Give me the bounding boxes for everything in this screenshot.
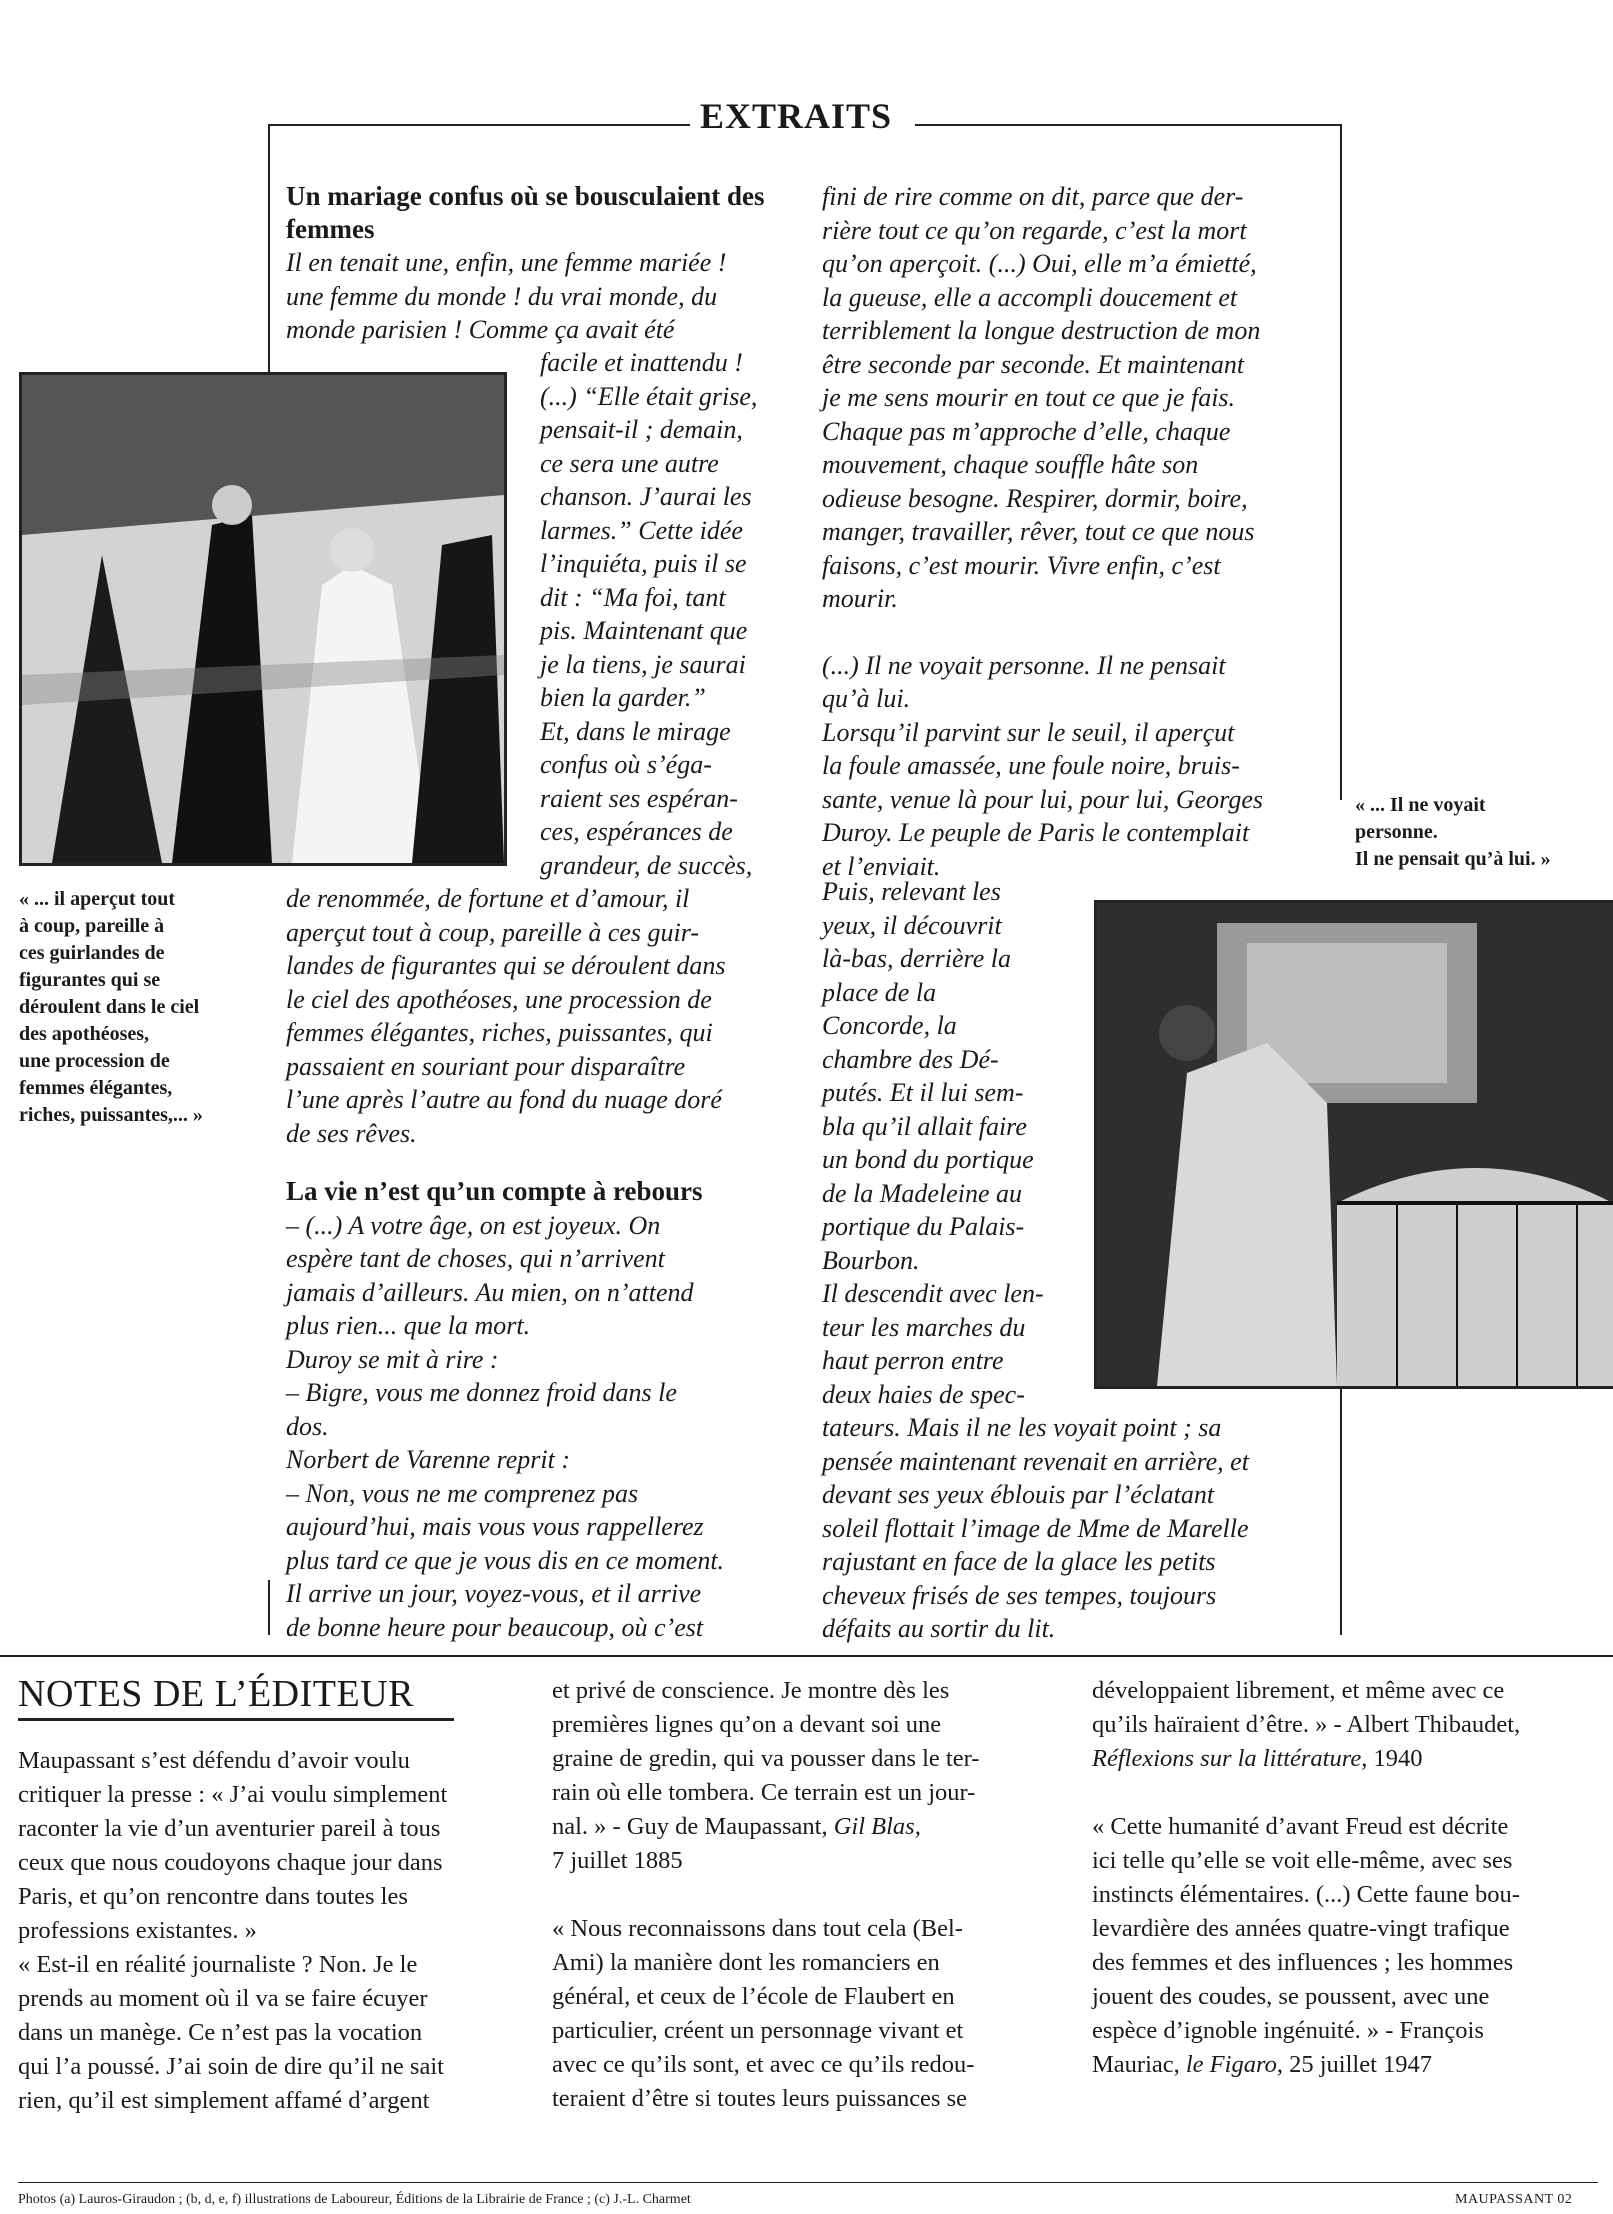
photo-credits: Photos (a) Lauros-Giraudon ; (b, d, e, f) illustrations de Laboureur, Éditions de la Librairie de France ; (c) J.-L. Charmet xyxy=(18,2192,691,2207)
text-line: je me sens mourir en tout ce que je fais. xyxy=(822,383,1236,412)
text-line: Il descendit avec len- xyxy=(822,1279,1044,1308)
notes-title-underline xyxy=(18,1718,454,1721)
caption-line: « ... Il ne voyait xyxy=(1355,794,1486,816)
text-line: ceux que nous coudoyons chaque jour dans xyxy=(18,1849,443,1876)
extract2-heading: La vie n’est qu’un compte à rebours xyxy=(286,1176,703,1206)
text-line: « Est-il en réalité journaliste ? Non. Je le xyxy=(18,1951,418,1978)
caption-line: à coup, pareille à xyxy=(19,915,165,937)
caption-left xyxy=(19,886,259,1129)
man-at-window-illustration-icon xyxy=(1097,903,1613,1386)
text-line: de bonne heure pour beaucoup, où c’est xyxy=(286,1612,704,1642)
notes-col-2 xyxy=(552,1674,1072,2116)
text-line: rajustant en face de la glace les petits xyxy=(822,1547,1216,1576)
text-line: mouvement, chaque souffle hâte son xyxy=(822,450,1199,479)
text-line: aperçut tout à coup, pareille à ces guir- xyxy=(286,917,699,947)
text-line: et privé de conscience. Je montre dès les xyxy=(552,1677,950,1704)
text-line: – Bigre, vous me donnez froid dans le xyxy=(286,1378,677,1407)
text-line: la gueuse, elle a accompli doucement et xyxy=(822,282,1238,312)
text-line: « Cette humanité d’avant Freud est décrite xyxy=(1092,1813,1509,1840)
text-line: aujourd’hui, mais vous vous rappellerez xyxy=(286,1512,704,1541)
notes-title: NOTES DE L’ÉDITEUR xyxy=(18,1673,414,1715)
text-line: dos. xyxy=(286,1411,329,1441)
text-line: pensait-il ; demain, xyxy=(540,415,743,444)
text-line: sante, venue là pour lui, pour lui, Georges xyxy=(822,784,1263,814)
text-line: Ami) la manière dont les romanciers en xyxy=(552,1949,940,1976)
text-line: une femme du monde ! du vrai monde, du xyxy=(286,281,718,311)
text-line: chanson. J’aurai les xyxy=(540,482,752,511)
text-line: l’inquiéta, puis il se xyxy=(540,549,747,578)
footer-rule xyxy=(18,2182,1598,2183)
source-work: le Figaro xyxy=(1185,2051,1277,2078)
text-line: avec ce qu’ils sont, et avec ce qu’ils redou- xyxy=(552,2051,975,2078)
text-line: espère tant de choses, qui n’arrivent xyxy=(286,1244,665,1273)
text-line: des femmes et des influences ; les hommes xyxy=(1092,1949,1514,1976)
text-line: Et, dans le mirage xyxy=(540,716,731,746)
illustration-left xyxy=(19,372,507,866)
extract1-after xyxy=(286,882,806,1150)
text-line: manger, travailler, rêver, tout ce que nous xyxy=(822,517,1255,546)
source-prefix: nal. » - Guy de Maupassant, xyxy=(552,1813,834,1840)
extract2 xyxy=(286,1175,806,1644)
extract3 xyxy=(822,180,1342,883)
text-line: Il en tenait une, enfin, une femme mariée ! xyxy=(286,248,727,277)
notes-col-3 xyxy=(1092,1674,1607,2082)
header-rule-right xyxy=(915,124,1342,126)
text-line: là-bas, derrière la xyxy=(822,944,1011,973)
text-line: Duroy. Le peuple de Paris le contemplait xyxy=(822,818,1250,847)
text-line: fini de rire comme on dit, parce que der- xyxy=(822,182,1244,211)
frame-left xyxy=(268,124,270,376)
section-title: EXTRAITS xyxy=(700,96,893,136)
text-line: « Nous reconnaissons dans tout cela (Bel- xyxy=(552,1915,963,1942)
text-line: défaits au sortir du lit. xyxy=(822,1614,1056,1643)
text-line: monde parisien ! Comme ça avait été xyxy=(286,315,675,344)
text-line: et l’enviait. xyxy=(822,851,941,881)
text-line: professions existantes. » xyxy=(18,1917,257,1944)
text-line: pensée maintenant revenait en arrière, et xyxy=(822,1446,1249,1476)
caption-line: une procession de xyxy=(19,1050,170,1072)
caption-line: déroulent dans le ciel xyxy=(19,996,200,1018)
wedding-procession-illustration-icon xyxy=(22,375,504,863)
text-line: plus rien... que la mort. xyxy=(286,1311,531,1340)
extract1-narrow xyxy=(540,346,805,882)
text-line: jamais d’ailleurs. Au mien, on n’attend xyxy=(286,1277,694,1307)
text-line: je la tiens, je saurai xyxy=(540,649,746,679)
caption-line: des apothéoses, xyxy=(19,1023,150,1045)
text-line: raconter la vie d’un aventurier pareil à tous xyxy=(18,1815,441,1842)
text-line: ces, espérances de xyxy=(540,817,733,846)
text-line: qu’on aperçoit. (...) Oui, elle m’a émietté, xyxy=(822,249,1257,278)
text-line: l’une après l’autre au fond du nuage doré xyxy=(286,1085,722,1114)
caption-right xyxy=(1355,792,1605,873)
text-line: Concorde, la xyxy=(822,1011,957,1040)
illustration-right xyxy=(1094,900,1613,1389)
text-line: bien la garder.” xyxy=(540,683,706,712)
text-line: landes de figurantes qui se déroulent dans xyxy=(286,951,726,980)
issue-label: MAUPASSANT 02 xyxy=(1455,2192,1573,2207)
text-line: cheveux frisés de ses tempes, toujours xyxy=(822,1580,1217,1610)
text-line: confus où s’éga- xyxy=(540,750,712,779)
text-line: Duroy se mit à rire : xyxy=(286,1344,499,1374)
notes-top-rule xyxy=(0,1655,1613,1657)
source-date: , 1940 xyxy=(1361,1745,1423,1772)
extract3-after xyxy=(822,1411,1342,1646)
caption-line: Il ne pensait qu’à lui. » xyxy=(1355,848,1551,870)
source-work: Réflexions sur la littérature xyxy=(1092,1745,1362,1772)
text-line: portique du Palais- xyxy=(822,1212,1025,1241)
source-author: Mauriac, xyxy=(1092,2051,1186,2078)
text-line xyxy=(1092,1742,1607,1776)
extract3-narrow xyxy=(822,875,1084,1411)
text-line: grandeur, de succès, xyxy=(540,850,753,880)
text-line: levardière des années quatre-vingt trafique xyxy=(1092,1915,1510,1942)
text-line: Il arrive un jour, voyez-vous, et il arrive xyxy=(286,1579,702,1608)
text-line: un bond du portique xyxy=(822,1145,1034,1174)
text-line: de ses rêves. xyxy=(286,1118,417,1148)
caption-line: personne. xyxy=(1355,821,1438,843)
text-line: le ciel des apothéoses, une procession de xyxy=(286,984,712,1014)
text-line: Lorsqu’il parvint sur le seuil, il aperçut xyxy=(822,717,1235,747)
text-line: rain où elle tombera. Ce terrain est un jour- xyxy=(552,1779,976,1806)
text-line: teur les marches du xyxy=(822,1312,1026,1342)
text-line: la foule amassée, une foule noire, bruis- xyxy=(822,751,1240,780)
text-line: raient ses espéran- xyxy=(540,783,738,813)
text-line: teraient d’être si toutes leurs puissances se xyxy=(552,2085,968,2112)
text-line: – Non, vous ne me comprenez pas xyxy=(286,1478,639,1508)
text-line: Norbert de Varenne reprit : xyxy=(286,1445,571,1474)
source-date: , 25 juillet 1947 xyxy=(1276,2051,1433,2078)
caption-line: figurantes qui se xyxy=(19,969,161,991)
text-line: jouent des coudes, se poussent, avec une xyxy=(1092,1983,1490,2010)
text-line: qu’ils haïraient d’être. » - Albert Thibaudet, xyxy=(1092,1711,1521,1738)
extract1 xyxy=(286,180,806,347)
text-line: premières lignes qu’on a devant soi une xyxy=(552,1711,942,1738)
text-line xyxy=(1092,2048,1607,2082)
caption-line: ces guirlandes de xyxy=(19,942,165,964)
caption-line: « ... il aperçut tout xyxy=(19,888,176,910)
text-line: être seconde par seconde. Et maintenant xyxy=(822,349,1245,379)
source-work: Gil Blas, xyxy=(833,1813,921,1840)
frame-bottom-left xyxy=(268,1580,270,1635)
text-line: dit : “Ma foi, tant xyxy=(540,582,726,612)
text-line: ici telle qu’elle se voit elle-même, avec ses xyxy=(1092,1847,1513,1874)
caption-line: riches, puissantes,... » xyxy=(19,1104,203,1126)
text-line: dans un manège. Ce n’est pas la vocation xyxy=(18,2019,423,2046)
text-line: mourir. xyxy=(822,584,898,613)
text-line: de renommée, de fortune et d’amour, il xyxy=(286,884,690,913)
text-line: développaient librement, et même avec ce xyxy=(1092,1677,1505,1704)
text-line: rien, qu’il est simplement affamé d’argent xyxy=(18,2087,430,2114)
text-line: plus tard ce que je vous dis en ce moment. xyxy=(286,1545,725,1575)
text-line: facile et inattendu ! xyxy=(540,348,743,377)
text-line: chambre des Dé- xyxy=(822,1044,999,1074)
text-line: (...) Il ne voyait personne. Il ne pensait xyxy=(822,650,1226,680)
text-line: critiquer la presse : « J’ai voulu simplement xyxy=(18,1781,448,1808)
text-line: terriblement la longue destruction de mon xyxy=(822,316,1261,345)
notes-col-1 xyxy=(18,1744,538,2118)
text-line: (...) “Elle était grise, xyxy=(540,381,758,411)
text-line: tateurs. Mais il ne les voyait point ; sa xyxy=(822,1413,1222,1442)
text-line: instincts élémentaires. (...) Cette faune bou- xyxy=(1092,1881,1520,1908)
text-line: putés. Et il lui sem- xyxy=(822,1078,1024,1107)
text-line: graine de gredin, qui va pousser dans le ter- xyxy=(552,1745,980,1772)
text-line: yeux, il découvrit xyxy=(822,910,1002,940)
text-line: prends au moment où il va se faire écuyer xyxy=(18,1985,428,2012)
text-line: Chaque pas m’approche d’elle, chaque xyxy=(822,416,1231,446)
text-line: bla qu’il allait faire xyxy=(822,1111,1027,1141)
text-line: rière tout ce qu’on regarde, c’est la mort xyxy=(822,215,1247,245)
text-line: soleil flottait l’image de Mme de Marelle xyxy=(822,1513,1249,1543)
text-line: Maupassant s’est défendu d’avoir voulu xyxy=(18,1747,410,1774)
text-line: haut perron entre xyxy=(822,1346,1004,1375)
text-line: général, et ceux de l’école de Flaubert en xyxy=(552,1983,955,2010)
text-line: qui l’a poussé. J’ai soin de dire qu’il ne sait xyxy=(18,2053,444,2080)
text-line: deux haies de spec- xyxy=(822,1379,1025,1409)
text-line: larmes.” Cette idée xyxy=(540,515,743,545)
text-line: espèce d’ignoble ingénuité. » - François xyxy=(1092,2017,1484,2044)
text-line: odieuse besogne. Respirer, dormir, boire, xyxy=(822,483,1248,513)
extract1-heading: Un mariage confus où se bousculaient des femmes xyxy=(286,181,765,244)
text-line xyxy=(552,1810,1072,1844)
text-line: faisons, c’est mourir. Vivre enfin, c’est xyxy=(822,550,1221,580)
text-line: pis. Maintenant que xyxy=(540,616,748,645)
text-line: ce sera une autre xyxy=(540,448,719,478)
text-line: Bourbon. xyxy=(822,1245,920,1275)
text-line: qu’à lui. xyxy=(822,684,911,713)
text-line: Paris, et qu’on rencontre dans toutes les xyxy=(18,1883,408,1910)
caption-line: femmes élégantes, xyxy=(19,1077,173,1099)
text-line: Puis, relevant les xyxy=(822,877,1001,906)
text-line: femmes élégantes, riches, puissantes, qui xyxy=(286,1018,713,1047)
text-line: passaient en souriant pour disparaître xyxy=(286,1051,686,1081)
text-line: 7 juillet 1885 xyxy=(552,1847,683,1874)
text-line: particulier, créent un personnage vivant et xyxy=(552,2017,964,2044)
text-line: place de la xyxy=(822,977,937,1007)
text-line: de la Madeleine au xyxy=(822,1178,1022,1208)
header-rule-left xyxy=(268,124,690,126)
text-line: – (...) A votre âge, on est joyeux. On xyxy=(286,1210,661,1240)
text-line: devant ses yeux éblouis par l’éclatant xyxy=(822,1480,1215,1509)
